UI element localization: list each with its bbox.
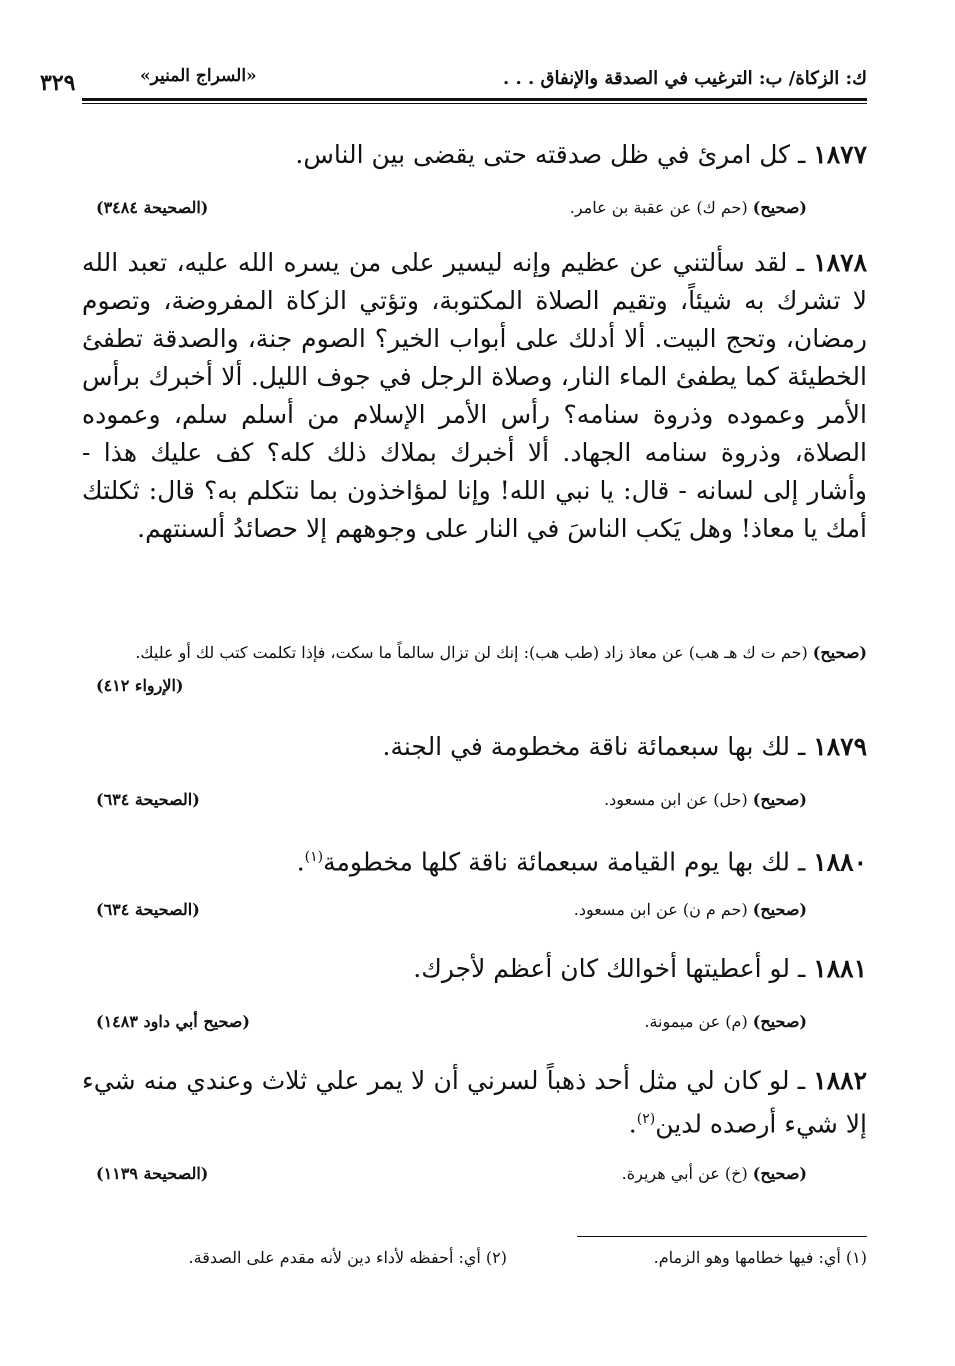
hadith-reference: (الصحيحة ٦٣٤) bbox=[96, 900, 200, 919]
dash: ـ bbox=[796, 248, 805, 277]
hadith-grade: (صحيح) bbox=[812, 643, 867, 662]
hadith-source bbox=[622, 1164, 807, 1183]
hadith-source-text: (حم ك) عن عقبة بن عامر. bbox=[569, 198, 748, 217]
hadith-source bbox=[574, 900, 807, 919]
hadith-end: . bbox=[296, 847, 305, 877]
hadith-number: ١٨٧٧ bbox=[813, 140, 867, 169]
hadith-source bbox=[604, 790, 807, 809]
dash: ـ bbox=[798, 847, 806, 877]
footnotes bbox=[82, 1248, 867, 1278]
hadith-1879-meta bbox=[82, 790, 867, 818]
hadith-text: لو أعطيتها أخوالك كان أعظم لأجرك. bbox=[413, 954, 791, 983]
hadith-text: لك بها يوم القيامة سبعمائة ناقة كلها مخطومة bbox=[323, 847, 791, 877]
hadith-source bbox=[644, 1012, 807, 1031]
hadith-text: لك بها سبعمائة ناقة مخطومة في الجنة. bbox=[382, 732, 791, 761]
hadith-source-text: (خ) عن أبي هريرة. bbox=[621, 1164, 748, 1183]
header-rule-thin bbox=[82, 103, 867, 104]
hadith-1880 bbox=[82, 838, 867, 881]
footnote-1: (١) أي: فيها خطامها وهو الزمام. bbox=[653, 1248, 867, 1267]
footnote-separator bbox=[577, 1236, 867, 1237]
footnote-marker: (١) bbox=[304, 849, 324, 865]
running-header bbox=[40, 62, 867, 94]
dash: ـ bbox=[798, 954, 806, 983]
hadith-number: ١٨٨٠ bbox=[813, 847, 867, 877]
hadith-1877-meta bbox=[82, 198, 867, 226]
header-rule bbox=[82, 98, 867, 101]
hadith-1881 bbox=[82, 950, 867, 988]
hadith-grade: (صحيح) bbox=[752, 1012, 807, 1031]
hadith-end: . bbox=[628, 1109, 637, 1139]
hadith-reference: (الصحيحة ١١٣٩) bbox=[96, 1164, 209, 1183]
hadith-reference: (صحيح أبي داود ١٤٨٣) bbox=[96, 1012, 250, 1031]
chapter-title: ك: الزكاة/ ب: الترغيب في الصدقة والإنفاق . . . bbox=[502, 68, 867, 89]
hadith-text: كل امرئ في ظل صدقته حتى يقضى بين الناس. bbox=[295, 140, 791, 169]
dash: ـ bbox=[798, 732, 806, 761]
hadith-reference: (الصحيحة ٦٣٤) bbox=[96, 790, 200, 809]
hadith-reference: (الصحيحة ٣٤٨٤) bbox=[96, 198, 209, 217]
hadith-grade: (صحيح) bbox=[752, 790, 807, 809]
hadith-1882-meta bbox=[82, 1164, 867, 1192]
hadith-1882 bbox=[82, 1062, 867, 1143]
hadith-grade: (صحيح) bbox=[752, 198, 807, 217]
hadith-1877 bbox=[82, 136, 867, 174]
hadith-text: لقد سألتني عن عظيم وإنه ليسير على من يسره الله عليه، تعبد الله لا تشرك به شيئاً، وتقيم الصلاة المكتوبة، وتؤتي الزكاة المفروضة، وتصوم رمضان، وتحج البيت. ألا أدلك على أبواب الخير؟ الصوم جنة، والصدقة تطفئ الخطيئة كما يطفئ الماء النار، وصلاة الرجل في جوف الليل. ألا أخبرك برأس الأمر وعموده وذروة سنامه؟ رأس الأمر الإسلام من أسلم سلم، وعموده الصلاة، وذروة سنامه الجهاد. ألا أخبرك بملاك ذلك كله؟ كف عليك هذا - وأشار إلى لسانه - قال: يا نبي الله! وإنا لمؤاخذون بما نتكلم به؟ قال: ثكلتك أمك يا معاذ! وهل يَكب الناسَ في النار على وجوههم إلا حصائدُ ألسنتهم. bbox=[82, 248, 867, 543]
hadith-1880-meta bbox=[82, 900, 867, 928]
hadith-number: ١٨٨٢ bbox=[813, 1066, 867, 1095]
dash: ـ bbox=[797, 1066, 806, 1095]
hadith-1881-meta bbox=[82, 1012, 867, 1040]
hadith-source-text: (حم ت ك هـ هب) عن معاذ زاد (طب هب): إنك لن تزال سالماً ما سكت، فإذا تكلمت كتب لك أو عليك. bbox=[135, 643, 808, 662]
hadith-1879 bbox=[82, 728, 867, 766]
hadith-source-text: (حم م ن) عن ابن مسعود. bbox=[573, 900, 748, 919]
hadith-grade: (صحيح) bbox=[752, 1164, 807, 1183]
footnote-marker: (٢) bbox=[636, 1111, 656, 1127]
hadith-number: ١٨٨١ bbox=[813, 954, 867, 983]
hadith-source bbox=[570, 198, 807, 217]
footnote-2: (٢) أي: أحفظه لأداء دين لأنه مقدم على الصدقة. bbox=[188, 1248, 507, 1267]
book-title: «السراج المنير» bbox=[140, 66, 257, 86]
dash: ـ bbox=[798, 140, 806, 169]
hadith-reference: (الإرواء ٤١٢) bbox=[96, 676, 184, 695]
hadith-source-text: (حل) عن ابن مسعود. bbox=[604, 790, 748, 809]
hadith-1878-meta bbox=[82, 638, 867, 668]
hadith-number: ١٨٧٨ bbox=[813, 248, 868, 277]
hadith-source-text: (م) عن ميمونة. bbox=[644, 1012, 748, 1031]
hadith-1878 bbox=[82, 244, 867, 548]
page-number: ٣٢٩ bbox=[40, 70, 76, 96]
hadith-text: لو كان لي مثل أحد ذهباً لسرني أن لا يمر علي ثلاث وعندي منه شيء إلا شيء أرصده لدين bbox=[82, 1066, 867, 1139]
hadith-grade: (صحيح) bbox=[752, 900, 807, 919]
hadith-number: ١٨٧٩ bbox=[813, 732, 867, 761]
